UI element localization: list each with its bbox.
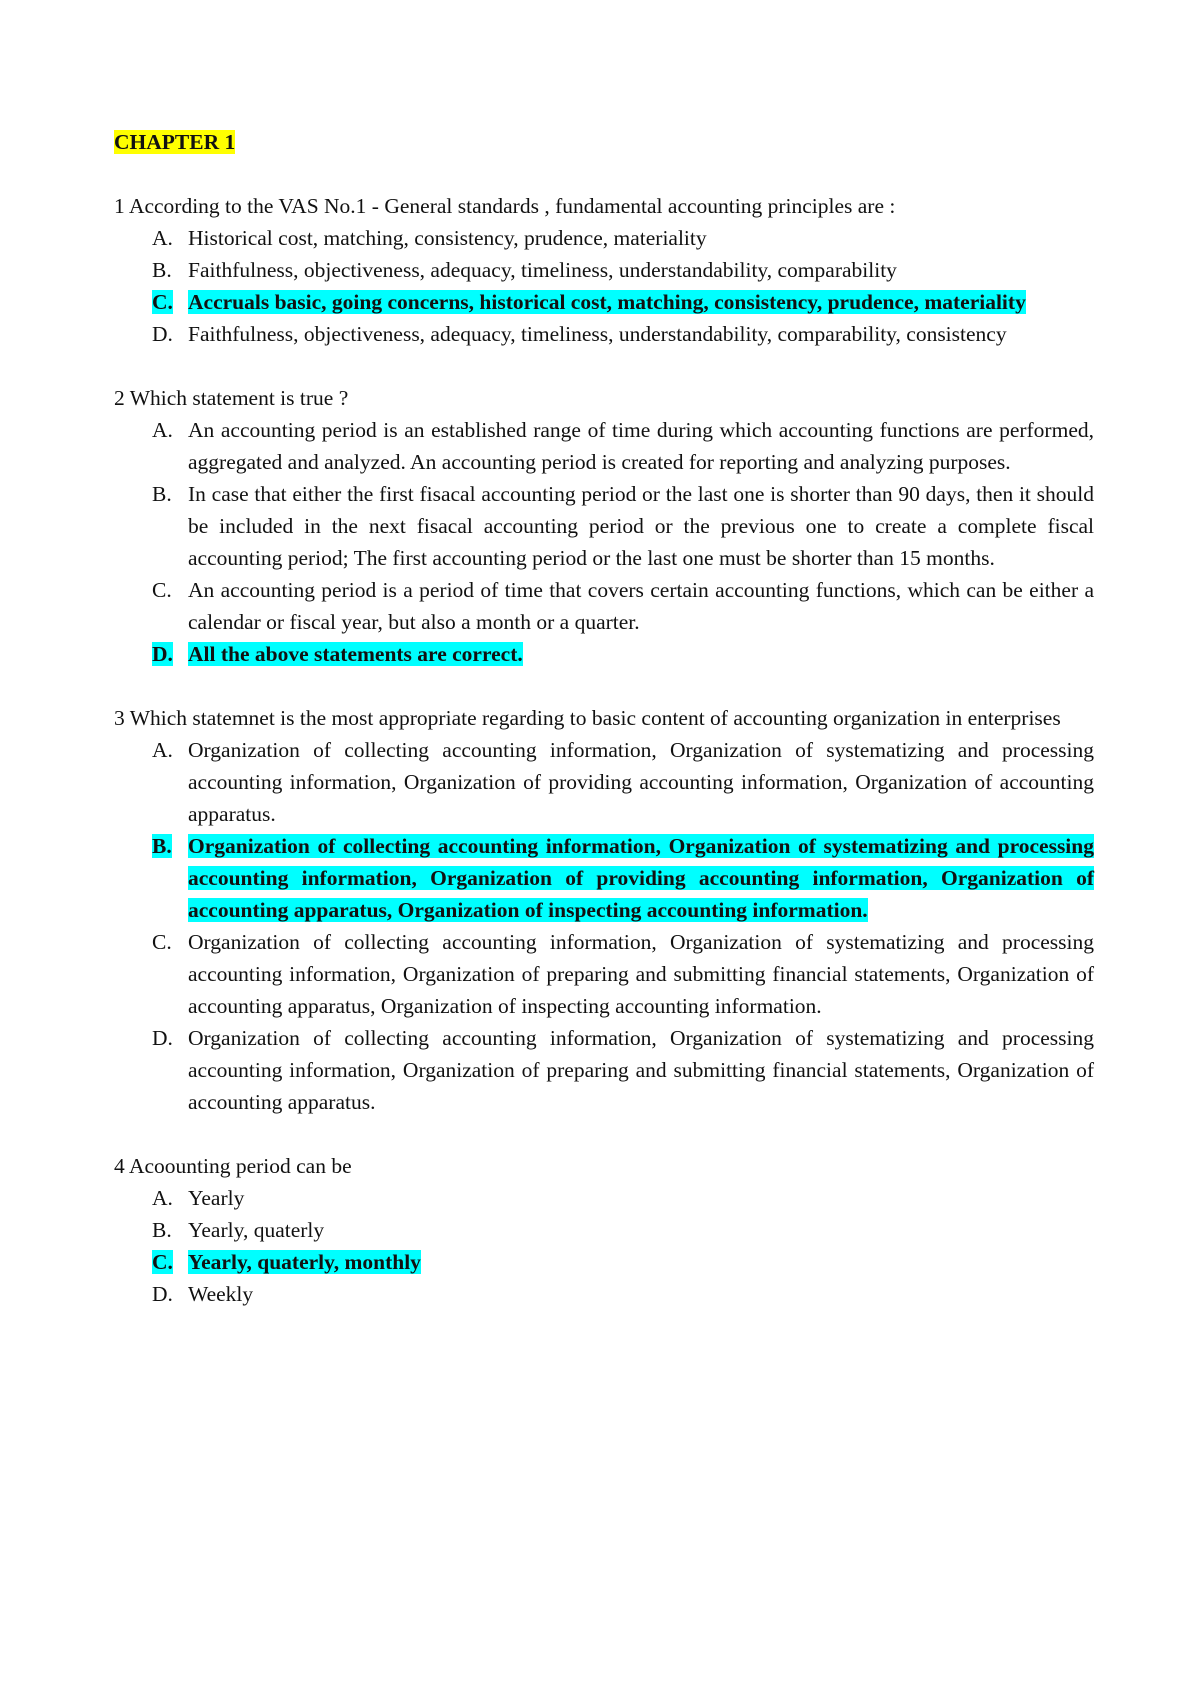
option-c-correct-answer [152, 286, 1094, 318]
option-letter: B. [152, 834, 172, 858]
option-b [152, 1214, 1094, 1246]
option-text: Yearly, quaterly, monthly [188, 1250, 421, 1274]
option-c [152, 926, 1094, 1022]
option-text: Yearly, quaterly [188, 1218, 325, 1242]
option-b [152, 478, 1094, 574]
option-b [152, 254, 1094, 286]
option-text: Historical cost, matching, consistency, prudence, materiality [188, 226, 707, 250]
option-letter: C. [152, 290, 173, 314]
question-text: 1 According to the VAS No.1 - General standards , fundamental accounting principles are : [114, 194, 896, 218]
option-d [152, 1022, 1094, 1118]
option-d [152, 1278, 1094, 1310]
question-text: 2 Which statement is true ? [114, 386, 349, 410]
option-c [152, 574, 1094, 638]
option-letter: D. [152, 642, 173, 666]
option-letter: D. [152, 1026, 173, 1050]
option-letter: B. [152, 1218, 172, 1242]
question-text: 4 Acoounting period can be [114, 1154, 352, 1178]
option-letter: B. [152, 258, 172, 282]
option-text: Organization of collecting accounting information, Organization of systematizing and processing accounting information, Organization of preparing and submitting financial statements, Organization of accounting apparatus, Organization of inspecting accounting information. [188, 930, 1094, 1018]
option-letter: D. [152, 1282, 173, 1306]
option-text: Organization of collecting accounting information, Organization of systematizing and processing accounting information, Organization of providing accounting information, Organization of accounting apparatus. [188, 738, 1094, 826]
question-1 [114, 190, 1094, 350]
option-letter: A. [152, 1186, 173, 1210]
option-b-correct-answer [152, 830, 1094, 926]
option-letter: A. [152, 738, 173, 762]
option-text: Yearly [188, 1186, 245, 1210]
option-text: Organization of collecting accounting information, Organization of systematizing and processing accounting information, Organization of providing accounting information, Organization of accounting apparatus, Organization of inspecting accounting information. [188, 834, 1094, 922]
option-a [152, 734, 1094, 830]
option-text: An accounting period is an established range of time during which accounting functions are performed, aggregated and analyzed. An accounting period is created for reporting and analyzing purposes. [188, 418, 1094, 474]
option-letter: C. [152, 930, 172, 954]
option-text: In case that either the first fisacal accounting period or the last one is shorter than 90 days, then it should be included in the next fisacal accounting period or the previous one to create a complete fiscal accounting period; The first accounting period or the last one must be shorter than 15 months. [188, 482, 1094, 570]
option-letter: D. [152, 322, 173, 346]
option-text: Weekly [188, 1282, 254, 1306]
option-letter: A. [152, 418, 173, 442]
option-a [152, 1182, 1094, 1214]
option-letter: C. [152, 578, 172, 602]
option-d-correct-answer [152, 638, 1094, 670]
option-d [152, 318, 1094, 350]
option-text: An accounting period is a period of time that covers certain accounting functions, which can be either a calendar or fiscal year, but also a month or a quarter. [188, 578, 1094, 634]
chapter-title: CHAPTER 1 [114, 130, 236, 154]
option-c-correct-answer [152, 1246, 1094, 1278]
option-letter: A. [152, 226, 173, 250]
option-letter: B. [152, 482, 172, 506]
option-text: Faithfulness, objectiveness, adequacy, timeliness, understandability, comparability, consistency [188, 322, 1007, 346]
option-text: Organization of collecting accounting information, Organization of systematizing and processing accounting information, Organization of preparing and submitting financial statements, Organization of accounting apparatus. [188, 1026, 1094, 1114]
option-text: Faithfulness, objectiveness, adequacy, timeliness, understandability, comparability [188, 258, 897, 282]
option-a [152, 222, 1094, 254]
option-letter: C. [152, 1250, 173, 1274]
option-text: Accruals basic, going concerns, historical cost, matching, consistency, prudence, materiality [188, 290, 1026, 314]
question-2 [114, 382, 1094, 670]
option-a [152, 414, 1094, 478]
chapter-heading [114, 126, 1094, 158]
question-3 [114, 702, 1094, 1118]
question-text: 3 Which statemnet is the most appropriate regarding to basic content of accounting organization in enterprises [114, 706, 1061, 730]
document-page [114, 126, 1094, 1342]
question-4 [114, 1150, 1094, 1310]
option-text: All the above statements are correct. [188, 642, 523, 666]
